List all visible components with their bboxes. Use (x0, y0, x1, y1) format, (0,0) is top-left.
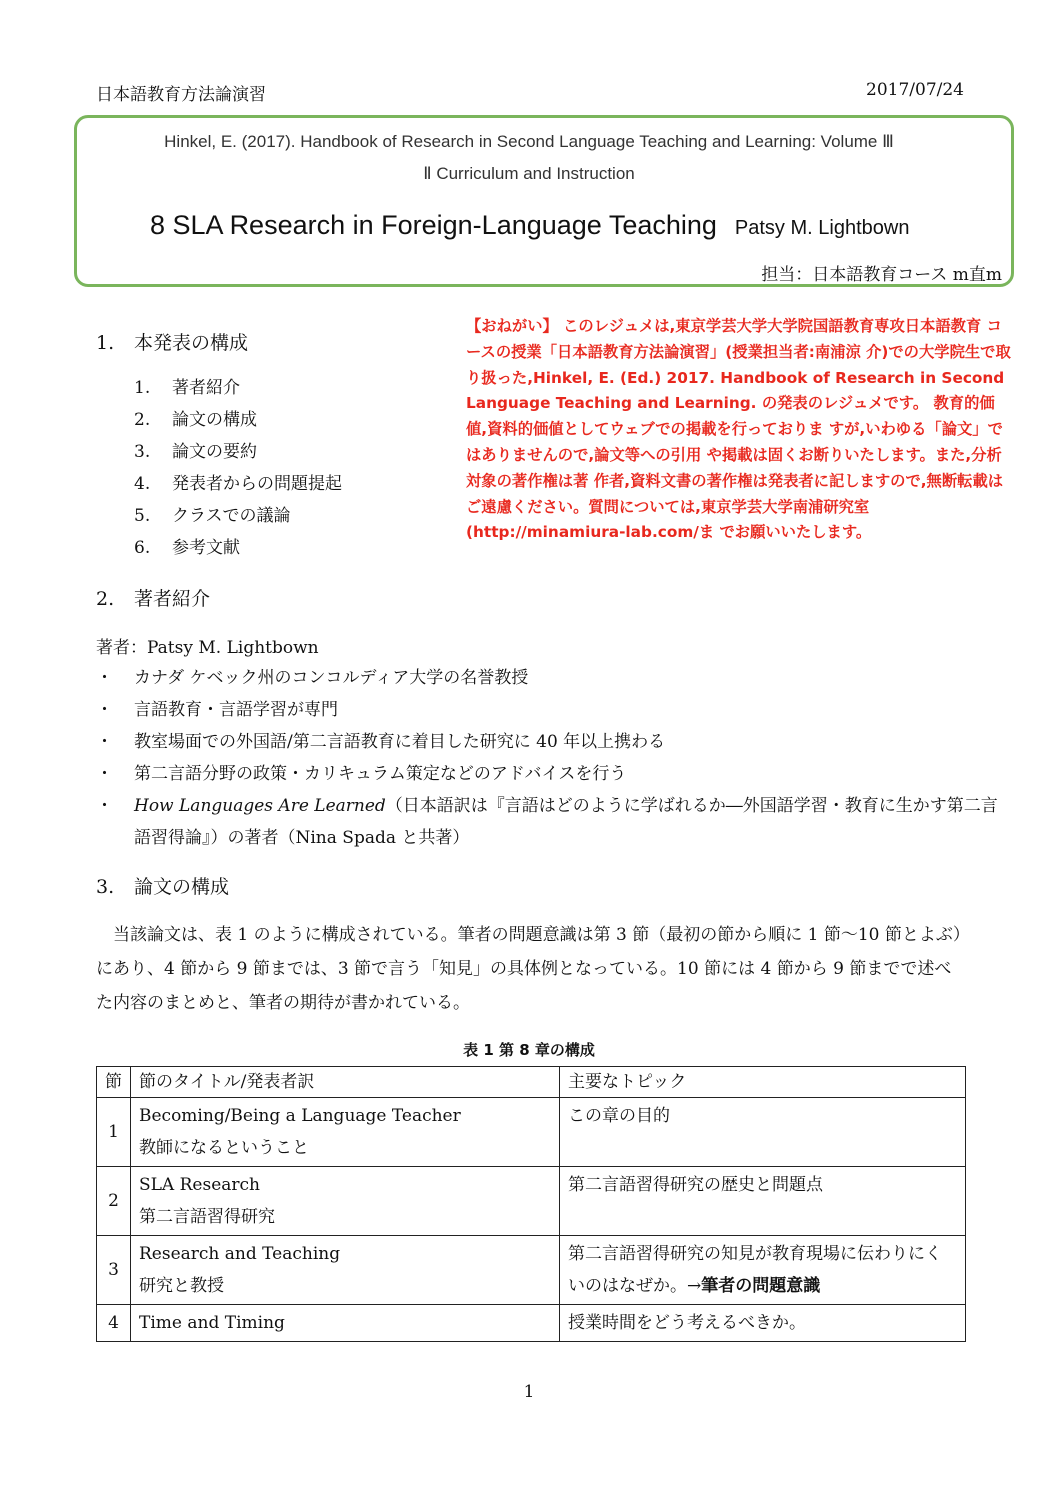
column-header: 主要なトピック (560, 1067, 966, 1098)
toc-item: 3. 論文の要約 (134, 442, 257, 462)
author-bullets (96, 662, 1004, 854)
toc-list (134, 374, 342, 566)
cell-title: Research and Teaching 研究と教授 (131, 1236, 560, 1305)
list-item: ・ カナダ ケベック州のコンコルディア大学の名誉教授 (96, 668, 529, 688)
section-heading-3 (96, 872, 229, 899)
structure-table (96, 1066, 966, 1342)
table-caption: 表 1 第 8 章の構成 (463, 1041, 595, 1059)
course-name: 日本語教育方法論演習 (96, 85, 266, 105)
list-item: ・ 言語教育・言語学習が専門 (96, 700, 338, 720)
cell-title: Becoming/Being a Language Teacher 教師になるということ (131, 1098, 560, 1167)
section-heading-1 (96, 328, 248, 355)
section-number: 3. (96, 876, 115, 898)
table-row (97, 1236, 966, 1305)
cell-topic: 第二言語習得研究の歴史と問題点 (560, 1167, 966, 1236)
cell-topic: 第二言語習得研究の知見が教育現場に伝わりにくいのはなぜか。→筆者の問題意識 (560, 1236, 966, 1305)
list-item: ・ 教室場面での外国語/第二言語教育に着目した研究に 40 年以上携わる (96, 732, 666, 752)
section-title: 論文の構成 (134, 876, 230, 898)
table-row (97, 1098, 966, 1167)
cell-section-number: 1 (97, 1098, 131, 1167)
page-number: 1 (523, 1382, 535, 1402)
list-item: ・ How Languages Are Learned（日本語訳は『言語はどのように学ばれるか―外国語学習・教育に生かす第二言語習得論』）の著者（Nina Spada と共著） (96, 796, 998, 848)
cell-title: SLA Research 第二言語習得研究 (131, 1167, 560, 1236)
column-header: 節のタイトル/発表者訳 (131, 1067, 560, 1098)
cell-topic: 授業時間をどう考えるべきか。 (560, 1305, 966, 1342)
toc-item: 2. 論文の構成 (134, 410, 257, 430)
author-line: 著者：Patsy M. Lightbown (96, 638, 319, 658)
cell-section-number: 4 (97, 1305, 131, 1342)
section-heading-2 (96, 584, 210, 611)
cell-title: Time and Timing (131, 1305, 560, 1342)
section-number: 1. (96, 332, 115, 354)
copyright-notice: 【おねがい】 このレジュメは,東京学芸大学大学院国語教育専攻日本語教育 コースの授業「日本語教育方法論演習」(授業担当者:南浦涼 介)での大学院生で取り扱った,Hinkel, E. (Ed.) 2017. Handbook of Research in Second Language Teaching and Learning. の発表のレジュメです。 教育的価値,資料的価値としてウェブでの掲載を行っておりま すが,いわゆる「論文」ではありませんので,論文等への引用 や掲載は固くお断りいたします。また,分析対象の著作権は著 作者,資料文書の著作権は発表者に記しますので,無断転載は ご遠慮ください。質問については,東京学芸大学南浦研究室 (http://minamiura-lab.com/ま でお願いいたします。 (466, 317, 1011, 542)
section-title: 著者紹介 (134, 588, 211, 610)
toc-item: 4. 発表者からの問題提起 (134, 474, 342, 494)
section-title: 本発表の構成 (134, 332, 249, 354)
cell-topic: この章の目的 (560, 1098, 966, 1167)
body-paragraph: 当該論文は、表 1 のように構成されている。筆者の問題意識は第 3 節（最初の節から順に 1 節～10 節とよぶ）にあり、4 節から 9 節までは、3 節で言う「知見」の具体例となっている。10 節には 4 節から 9 節までで述べた内容のまとめと、筆者の期待が書かれている。 (96, 925, 962, 1013)
source-section: Ⅱ Curriculum and Instruction (423, 164, 635, 183)
toc-item: 1. 著者紹介 (134, 378, 240, 398)
toc-item: 6. 参考文献 (134, 538, 240, 558)
chapter-title (150, 210, 909, 241)
source-citation: Hinkel, E. (2017). Handbook of Research in Second Language Teaching and Learning: Volume Ⅲ (164, 132, 894, 151)
section-number: 2. (96, 588, 115, 610)
cell-section-number: 3 (97, 1236, 131, 1305)
table-header-row (97, 1067, 966, 1098)
book-title: How Languages Are Learned (134, 796, 386, 816)
toc-item: 5. クラスでの議論 (134, 506, 291, 526)
presenter: 担当：日本語教育コース m直m (761, 265, 1002, 285)
chapter-title-text: 8 SLA Research in Foreign-Language Teaching (150, 210, 717, 240)
table-row (97, 1305, 966, 1342)
cell-section-number: 2 (97, 1167, 131, 1236)
table-row (97, 1167, 966, 1236)
document-date: 2017/07/24 (866, 80, 964, 100)
chapter-author: Patsy M. Lightbown (734, 217, 910, 239)
column-header: 節 (97, 1067, 131, 1098)
list-item: ・ 第二言語分野の政策・カリキュラム策定などのアドバイスを行う (96, 764, 627, 784)
